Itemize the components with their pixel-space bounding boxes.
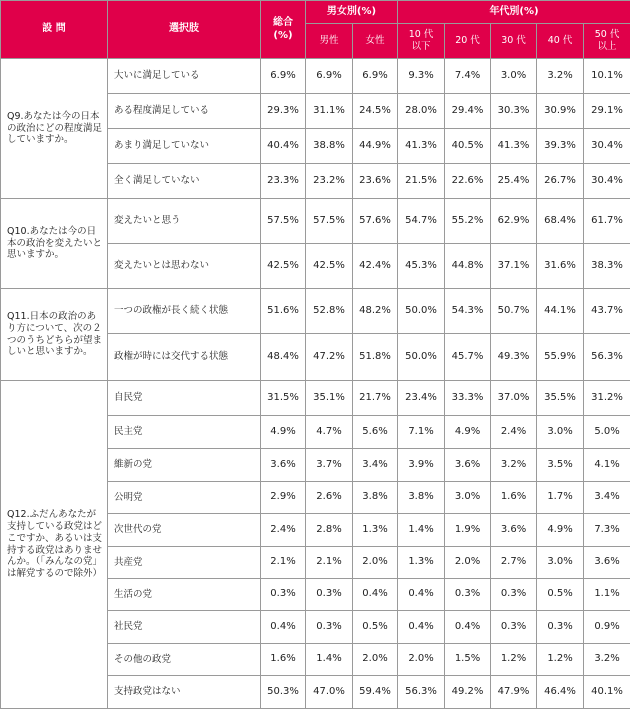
value-cell: 37.0% xyxy=(491,381,537,416)
value-cell: 55.9% xyxy=(537,334,584,381)
value-cell: 3.8% xyxy=(353,482,398,514)
value-cell: 54.7% xyxy=(398,199,445,244)
value-cell: 35.5% xyxy=(537,381,584,416)
value-cell: 49.2% xyxy=(445,676,491,709)
question-text: Q9.あなたは今の日本の政治にどの程度満足していますか。 xyxy=(1,59,108,199)
choice-label: 自民党 xyxy=(108,381,261,416)
value-cell: 0.4% xyxy=(445,611,491,644)
value-cell: 10.1% xyxy=(584,59,630,94)
value-cell: 21.7% xyxy=(353,381,398,416)
question-text: Q11.日本の政治のあり方について、次の２つのうちどちらが望ましいと思いますか。 xyxy=(1,289,108,381)
value-cell: 47.9% xyxy=(491,676,537,709)
value-cell: 22.6% xyxy=(445,164,491,199)
value-cell: 68.4% xyxy=(537,199,584,244)
value-cell: 38.8% xyxy=(306,129,353,164)
value-cell: 59.4% xyxy=(353,676,398,709)
value-cell: 0.3% xyxy=(445,579,491,611)
value-cell: 50.7% xyxy=(491,289,537,334)
value-cell: 1.7% xyxy=(537,482,584,514)
value-cell: 31.5% xyxy=(261,381,306,416)
value-cell: 3.2% xyxy=(584,644,630,676)
value-cell: 0.5% xyxy=(537,579,584,611)
value-cell: 9.3% xyxy=(398,59,445,94)
value-cell: 0.3% xyxy=(537,611,584,644)
value-cell: 7.3% xyxy=(584,514,630,547)
choice-label: ある程度満足している xyxy=(108,94,261,129)
value-cell: 39.3% xyxy=(537,129,584,164)
value-cell: 0.4% xyxy=(261,611,306,644)
value-cell: 1.2% xyxy=(537,644,584,676)
value-cell: 2.4% xyxy=(491,416,537,449)
choice-label: 生活の党 xyxy=(108,579,261,611)
value-cell: 1.6% xyxy=(491,482,537,514)
value-cell: 2.7% xyxy=(491,547,537,579)
value-cell: 6.9% xyxy=(261,59,306,94)
choice-label: 一つの政権が長く続く状態 xyxy=(108,289,261,334)
table-row xyxy=(1,289,630,334)
value-cell: 0.3% xyxy=(491,611,537,644)
value-cell: 1.3% xyxy=(353,514,398,547)
value-cell: 0.3% xyxy=(491,579,537,611)
value-cell: 55.2% xyxy=(445,199,491,244)
value-cell: 1.4% xyxy=(398,514,445,547)
question-text: Q12.ふだんあなたが支持している政党はどこですか、あるいは支持する政党はありませんか。（「みんなの党」は解党するので除外） xyxy=(1,381,108,709)
choice-label: 変えたいと思う xyxy=(108,199,261,244)
value-cell: 23.4% xyxy=(398,381,445,416)
value-cell: 2.0% xyxy=(353,547,398,579)
value-cell: 1.1% xyxy=(584,579,630,611)
value-cell: 1.9% xyxy=(445,514,491,547)
value-cell: 2.0% xyxy=(353,644,398,676)
value-cell: 2.0% xyxy=(398,644,445,676)
value-cell: 0.4% xyxy=(353,579,398,611)
value-cell: 61.7% xyxy=(584,199,630,244)
value-cell: 31.1% xyxy=(306,94,353,129)
value-cell: 40.5% xyxy=(445,129,491,164)
value-cell: 43.7% xyxy=(584,289,630,334)
choice-label: 次世代の党 xyxy=(108,514,261,547)
choice-label: 社民党 xyxy=(108,611,261,644)
value-cell: 0.4% xyxy=(398,579,445,611)
value-cell: 44.1% xyxy=(537,289,584,334)
value-cell: 26.7% xyxy=(537,164,584,199)
value-cell: 31.2% xyxy=(584,381,630,416)
gender-group-header: 男女別(%) xyxy=(306,1,398,24)
value-cell: 47.0% xyxy=(306,676,353,709)
value-cell: 3.5% xyxy=(537,449,584,482)
value-cell: 6.9% xyxy=(306,59,353,94)
value-cell: 3.0% xyxy=(537,547,584,579)
value-cell: 23.3% xyxy=(261,164,306,199)
value-cell: 46.4% xyxy=(537,676,584,709)
value-cell: 3.0% xyxy=(537,416,584,449)
choice-label: 変えたいとは思わない xyxy=(108,244,261,289)
value-cell: 57.6% xyxy=(353,199,398,244)
value-cell: 5.6% xyxy=(353,416,398,449)
value-cell: 51.6% xyxy=(261,289,306,334)
choice-label: 全く満足していない xyxy=(108,164,261,199)
value-cell: 3.6% xyxy=(261,449,306,482)
value-cell: 1.4% xyxy=(306,644,353,676)
value-cell: 29.1% xyxy=(584,94,630,129)
value-cell: 54.3% xyxy=(445,289,491,334)
choice-label: 共産党 xyxy=(108,547,261,579)
value-cell: 29.3% xyxy=(261,94,306,129)
question-text: Q10.あなたは今の日本の政治を変えたいと思いますか。 xyxy=(1,199,108,289)
value-cell: 23.6% xyxy=(353,164,398,199)
value-cell: 30.4% xyxy=(584,164,630,199)
choice-header: 選択肢 xyxy=(108,1,261,59)
value-cell: 29.4% xyxy=(445,94,491,129)
value-cell: 52.8% xyxy=(306,289,353,334)
value-cell: 56.3% xyxy=(398,676,445,709)
value-cell: 5.0% xyxy=(584,416,630,449)
value-cell: 50.0% xyxy=(398,289,445,334)
value-cell: 3.6% xyxy=(584,547,630,579)
value-cell: 1.5% xyxy=(445,644,491,676)
value-cell: 2.0% xyxy=(445,547,491,579)
value-cell: 3.7% xyxy=(306,449,353,482)
value-cell: 4.9% xyxy=(537,514,584,547)
female-header: 女性 xyxy=(353,24,398,59)
value-cell: 24.5% xyxy=(353,94,398,129)
value-cell: 3.0% xyxy=(445,482,491,514)
value-cell: 1.2% xyxy=(491,644,537,676)
age-30-header: 30 代 xyxy=(491,24,537,59)
value-cell: 28.0% xyxy=(398,94,445,129)
value-cell: 25.4% xyxy=(491,164,537,199)
value-cell: 45.7% xyxy=(445,334,491,381)
question-header: 設 問 xyxy=(1,1,108,59)
value-cell: 49.3% xyxy=(491,334,537,381)
value-cell: 33.3% xyxy=(445,381,491,416)
value-cell: 37.1% xyxy=(491,244,537,289)
value-cell: 2.4% xyxy=(261,514,306,547)
choice-label: その他の政党 xyxy=(108,644,261,676)
age-10-header: 10 代 以下 xyxy=(398,24,445,59)
age-20-header: 20 代 xyxy=(445,24,491,59)
value-cell: 62.9% xyxy=(491,199,537,244)
value-cell: 0.5% xyxy=(353,611,398,644)
value-cell: 44.9% xyxy=(353,129,398,164)
value-cell: 48.4% xyxy=(261,334,306,381)
value-cell: 38.3% xyxy=(584,244,630,289)
value-cell: 4.7% xyxy=(306,416,353,449)
value-cell: 4.1% xyxy=(584,449,630,482)
value-cell: 30.9% xyxy=(537,94,584,129)
value-cell: 44.8% xyxy=(445,244,491,289)
value-cell: 7.4% xyxy=(445,59,491,94)
choice-label: 維新の党 xyxy=(108,449,261,482)
value-cell: 3.6% xyxy=(491,514,537,547)
choice-label: あまり満足していない xyxy=(108,129,261,164)
value-cell: 30.3% xyxy=(491,94,537,129)
value-cell: 56.3% xyxy=(584,334,630,381)
value-cell: 41.3% xyxy=(491,129,537,164)
value-cell: 51.8% xyxy=(353,334,398,381)
age-group-header: 年代別(%) xyxy=(398,1,630,24)
value-cell: 42.5% xyxy=(306,244,353,289)
value-cell: 31.6% xyxy=(537,244,584,289)
value-cell: 0.3% xyxy=(306,579,353,611)
value-cell: 41.3% xyxy=(398,129,445,164)
value-cell: 35.1% xyxy=(306,381,353,416)
choice-label: 政権が時には交代する状態 xyxy=(108,334,261,381)
value-cell: 50.3% xyxy=(261,676,306,709)
value-cell: 42.5% xyxy=(261,244,306,289)
value-cell: 3.6% xyxy=(445,449,491,482)
value-cell: 3.0% xyxy=(491,59,537,94)
value-cell: 2.1% xyxy=(261,547,306,579)
table-row xyxy=(1,381,630,416)
choice-label: 民主党 xyxy=(108,416,261,449)
age-50-header: 50 代 以上 xyxy=(584,24,630,59)
value-cell: 3.4% xyxy=(353,449,398,482)
choice-label: 支持政党はない xyxy=(108,676,261,709)
value-cell: 7.1% xyxy=(398,416,445,449)
value-cell: 2.6% xyxy=(306,482,353,514)
total-header: 総合 (%) xyxy=(261,1,306,59)
male-header: 男性 xyxy=(306,24,353,59)
value-cell: 42.4% xyxy=(353,244,398,289)
value-cell: 1.3% xyxy=(398,547,445,579)
value-cell: 57.5% xyxy=(306,199,353,244)
value-cell: 3.8% xyxy=(398,482,445,514)
value-cell: 2.1% xyxy=(306,547,353,579)
value-cell: 45.3% xyxy=(398,244,445,289)
table-row xyxy=(1,59,630,94)
value-cell: 3.2% xyxy=(491,449,537,482)
table-row xyxy=(1,199,630,244)
value-cell: 0.3% xyxy=(261,579,306,611)
value-cell: 40.4% xyxy=(261,129,306,164)
value-cell: 2.9% xyxy=(261,482,306,514)
value-cell: 48.2% xyxy=(353,289,398,334)
survey-body xyxy=(1,59,630,709)
value-cell: 57.5% xyxy=(261,199,306,244)
value-cell: 0.9% xyxy=(584,611,630,644)
age-40-header: 40 代 xyxy=(537,24,584,59)
value-cell: 23.2% xyxy=(306,164,353,199)
value-cell: 30.4% xyxy=(584,129,630,164)
value-cell: 6.9% xyxy=(353,59,398,94)
choice-label: 公明党 xyxy=(108,482,261,514)
value-cell: 1.6% xyxy=(261,644,306,676)
value-cell: 3.9% xyxy=(398,449,445,482)
value-cell: 47.2% xyxy=(306,334,353,381)
value-cell: 3.2% xyxy=(537,59,584,94)
value-cell: 4.9% xyxy=(445,416,491,449)
value-cell: 2.8% xyxy=(306,514,353,547)
value-cell: 50.0% xyxy=(398,334,445,381)
value-cell: 3.4% xyxy=(584,482,630,514)
value-cell: 0.4% xyxy=(398,611,445,644)
value-cell: 4.9% xyxy=(261,416,306,449)
value-cell: 21.5% xyxy=(398,164,445,199)
value-cell: 0.3% xyxy=(306,611,353,644)
choice-label: 大いに満足している xyxy=(108,59,261,94)
value-cell: 40.1% xyxy=(584,676,630,709)
